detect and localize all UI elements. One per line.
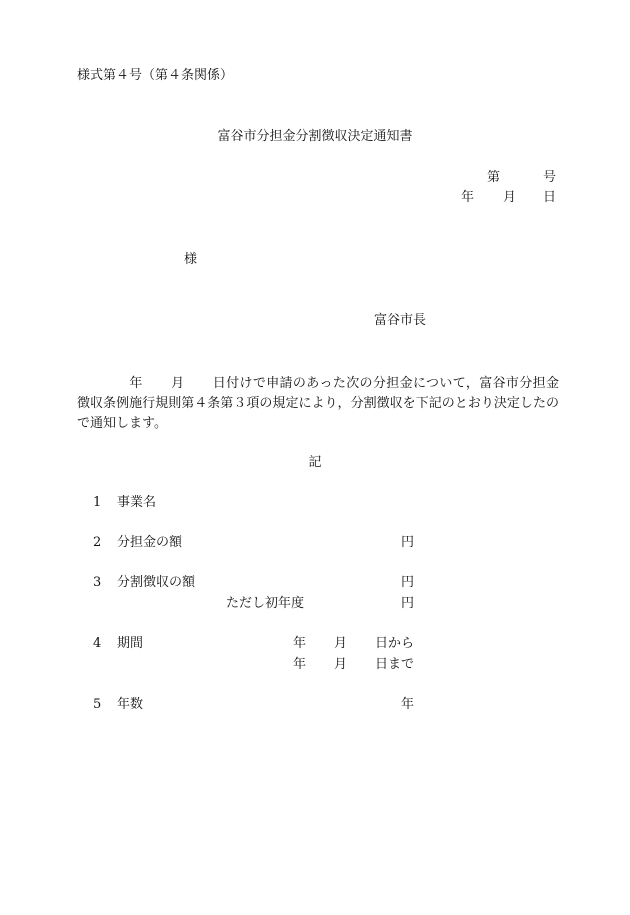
body-text: 日付けで申請のあった次の分担金について，富谷市分担金徴収条例施行規則第４条第３項の規定により，分割徴収を下記のとおり決定したので通知します。: [77, 376, 559, 431]
item-5-label: 年数: [117, 697, 144, 712]
item-2-label: 分担金の額: [117, 535, 183, 550]
date-month-unit: 月: [503, 190, 517, 205]
item-3-unit: 円: [401, 575, 415, 590]
period-to-month-unit: 月: [334, 657, 348, 672]
period-from-month-unit: 月: [334, 636, 348, 651]
doc-number-prefix: 第: [487, 170, 501, 185]
item-3-label: 分割徴収の額: [117, 575, 196, 590]
ki-heading: 記: [308, 455, 322, 470]
form-label: 様式第４号（第４条関係）: [77, 68, 234, 83]
item-5-number: 5: [93, 697, 102, 712]
period-from-year-unit: 年: [293, 636, 307, 651]
item-2-number: 2: [93, 535, 102, 550]
period-from-day-unit: 日から: [375, 636, 415, 651]
item-3-sub-unit: 円: [401, 596, 415, 611]
body-month-unit: 月: [170, 376, 185, 391]
item-4-number: 4: [93, 636, 102, 651]
item-1-label: 事業名: [117, 495, 157, 510]
period-to-day-unit: 日まで: [375, 657, 415, 672]
period-to-year-unit: 年: [293, 657, 307, 672]
item-3-number: 3: [93, 575, 102, 590]
date-day-unit: 日: [543, 190, 557, 205]
item-3-sub-label: ただし初年度: [226, 596, 305, 611]
item-5-unit: 年: [401, 697, 415, 712]
doc-number-suffix: 号: [543, 170, 557, 185]
item-4-label: 期間: [117, 636, 144, 651]
issuer-name: 富谷市長: [374, 313, 427, 328]
item-2-unit: 円: [401, 535, 415, 550]
body-year-unit: 年: [129, 376, 143, 391]
document-title: 富谷市分担金分割徴収決定通知書: [217, 129, 413, 144]
item-1-number: 1: [93, 495, 102, 510]
body-paragraph: [77, 374, 559, 434]
addressee-suffix: 様: [184, 252, 198, 267]
date-year-unit: 年: [461, 190, 475, 205]
